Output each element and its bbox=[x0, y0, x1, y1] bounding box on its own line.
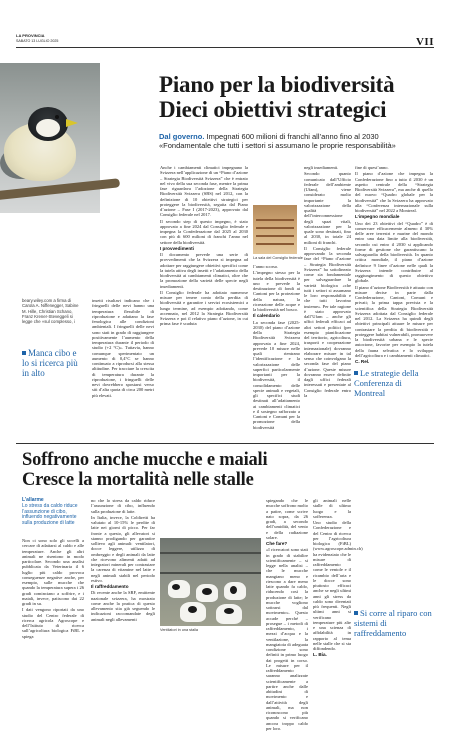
colD-byline: L. Bia. bbox=[313, 652, 327, 658]
col1-para-b: Il secondo step di questo impegno, è stato approvato a fine 2024 dal Consiglio federale e impegna la Confederazione dal 2025 al 2030 con più di 600 milioni di franchi l’anno nel settore della biodiversità. bbox=[160, 218, 248, 245]
alarm-text: Lo stress da caldo riduce l’assunzione di cibo, influendo negativamente sulla produzione di latte bbox=[22, 502, 78, 527]
blue-square-icon bbox=[22, 351, 26, 355]
bench-row-shape bbox=[256, 235, 294, 237]
bird-photo-credit: beary.wiley.com a firma di Carola A. Niffenegger, Sabine M. Hille, Christian Schano, Franz Krener-Steveggeli si legge che «sul complesso, i bbox=[22, 298, 79, 325]
snowfinch-photo bbox=[0, 63, 100, 213]
cow-spot-shape bbox=[202, 588, 212, 595]
headline2-line-1: Soffrono anche mucche e maiali bbox=[22, 450, 268, 470]
col1-para-d: Il Consiglio federale ha adottato numerose misure per tenere conto della perdita di biodiversità e garantire i servizi ecosistemici a lungo termine, ad esempio adottando, come accennato, nel 2012 la Strategia Biodiversità Svizzera e poi il relativo piano d’azione, in cui prima fase è scaduta bbox=[160, 289, 248, 327]
parliament-photo-caption: La sala del Consiglio federale bbox=[253, 256, 303, 260]
col4-byline: C. Rel. bbox=[355, 359, 370, 364]
bench-row-shape bbox=[256, 227, 294, 229]
col4-para-d: Il piano d’azione Biodiversità è attuato con misure decise in parte dalla Confederazione, Cantoni, Comuni e privati; la prima tappa prevista e la scientifica della Strategia Biodiversità Svizzera adottata dal Consiglio federale nel 2012. La Svizzera ha quindi degli obiettivi principali attuare le misure per contrastare la perdita di biodiversità e proteggere habitat vulnerabili, promuovere la biodiversità urbana e le specie autoctone, favorire per esempio la tutela della fauna selvatica e lo sviluppo dell’agricoltura e i cambiamenti climatici. bbox=[355, 284, 433, 358]
section-rule bbox=[16, 443, 434, 444]
col3-para-a: negli insediamenti. bbox=[304, 165, 339, 170]
page-number: VII bbox=[415, 36, 434, 48]
col4-para-b: Il piano d’azione che impegna la Confederazione fino a tutto il 2030 è un aspetto centrale della “Strategia Biodiversità Svizzera”, ma anche di quello del nuovo “Quadro globale per la biodiversità” che la Svizzera ha approvato alla “Conferenza internazionale sulla biodiversità” nel 2022 a Montreal. bbox=[355, 171, 433, 213]
col2-para-b: L’impegno stesso per la tutela della biodiversità è uno e prevede la destinazione di fondi ai Cantoni per la protezione della natura, la ricreazione delle acque e la biodiversità nel bosco. bbox=[253, 270, 300, 312]
cow-spot-shape bbox=[230, 586, 237, 594]
article2-column-c bbox=[266, 498, 308, 731]
subhead-provvedimenti: I provvedimenti bbox=[160, 245, 194, 251]
cows-barn-photo bbox=[160, 538, 261, 626]
alarm-box bbox=[22, 498, 84, 527]
headline-line-1: Piano per la biodiversità bbox=[159, 72, 395, 97]
article2-column-b bbox=[91, 498, 155, 650]
cow-spot-shape bbox=[224, 608, 234, 614]
bench-row-shape bbox=[256, 219, 294, 221]
cows-photo-caption: Ventilatori in una stalla bbox=[160, 628, 198, 632]
cow-shape bbox=[216, 604, 242, 624]
parliament-hall-photo bbox=[253, 205, 297, 254]
colA-para-2: I dati vengono riportati da uno studio del Centro federale di ricerca agricola Agroscope e dell’Istituto di ricerca sull’agricoltura biologica FiBL e spiega bbox=[22, 607, 84, 639]
article1-column-3 bbox=[304, 165, 351, 438]
barn-rail-shape bbox=[160, 572, 261, 574]
cow-spot-shape bbox=[172, 584, 180, 590]
date-line: SABATO 13 LUGLIO 2025 bbox=[16, 38, 59, 43]
barn-rail-shape bbox=[160, 552, 261, 554]
article1-column-1 bbox=[160, 165, 248, 438]
colB-para-1: no che lo stress da caldo riduce l’assunzione di cibo, influendo sulla produzione di latte. bbox=[91, 498, 155, 514]
deck-kicker: Dal governo. bbox=[159, 132, 205, 141]
cow-shape bbox=[168, 580, 190, 598]
bird-beak-shape bbox=[66, 119, 78, 127]
bird-column-text: insetti risultavi indicano che i fringuelli delle nevi hanno una temperatura flessibile di riproduzione e adattano la fase fenologica alle condizioni ambientali. I fringuelli delle nevi sono stati in grado di raggiungere positivamente l’aumento della temperatura durante il periodo di studio (+2 °C)». Tuttavia, hanno comunque sperimentato un aumento di 0,4°C se hanno continuato a riprodursi alla stessa altitudine. Per tracciare la crescita di temperatura durante la riproduzione, i fringuelli delle nevi dovrebbero spostarsi verso siti d’alta quota di circa 200 metri più elevati. bbox=[92, 298, 154, 398]
deck-line-2: «Fondamentale che tutti i settori si assumano le proprie responsabilità» bbox=[159, 141, 396, 150]
pullquote-right-2-text: Si corre al riparo con sistemi di raffreddamento bbox=[354, 608, 432, 638]
cow-spot-shape bbox=[188, 606, 197, 613]
article1-headline bbox=[159, 72, 394, 122]
top-rule bbox=[16, 47, 434, 48]
col3-para-b: Secondo quanto comunicato dall’Ufficio federale dell’ambiente (Ufam), viene considerato molto importante la valorizzazione della qualità dell’interconnessione degli spazi vitali, valorizzazione per la quale sono destinati, fino al 2030, in totale 24 milioni di franchi. bbox=[304, 171, 351, 245]
colC-para-1: spiegando che le mucche soffrono molto a patire, come scrive nato sopra, da 26 gradi, a secondo dell’umidità, del vento e della radiazione solare. bbox=[266, 498, 308, 540]
masthead bbox=[16, 34, 58, 43]
article2-headline bbox=[22, 450, 267, 490]
bird-eye-shape bbox=[55, 115, 59, 119]
branch-shape bbox=[0, 178, 120, 201]
col2-para-a: l’anno scorso. bbox=[253, 264, 279, 269]
subhead-raffreddamento: Il raffreddamento bbox=[91, 584, 129, 589]
col4-para-a: fine di quest’anno. bbox=[355, 165, 389, 170]
subhead-calendario: Il calendario bbox=[253, 313, 280, 319]
colB-para-2: In Italia, invece, la Coldiretti ha valutato al 10-15% le perdite di latte nei giorni di picco. Per far fronte a questo, gli allevatori si stanno prodigando per garantire sollievo agli animali: ventilatori, docce leggere, utilizzo di ombreggio e degli animali da latte che ricevono alimenti adatti ad integratori minerali per contrastare la carenza di vitamine nel latte e negli animali stabili nel periodo estivo. bbox=[91, 514, 155, 583]
paper-name: LA PROVINCIA bbox=[16, 33, 45, 38]
colD-para-1: gli animali nelle stalle di ultimo luogo e la sofferenza. bbox=[313, 498, 351, 519]
pullquote-right-2 bbox=[354, 608, 434, 638]
article2-column-a bbox=[22, 538, 84, 650]
deck-rest: Impegnati 600 milioni di franchi all’anno fino al 2030 bbox=[204, 132, 379, 141]
article1-deck bbox=[159, 132, 435, 150]
subhead-impegno: L’impegno mondiale bbox=[355, 214, 400, 220]
bird-cheek-shape bbox=[36, 119, 60, 137]
pullquote-left-text: Manca cibo e lo si ricerca più in alto bbox=[22, 348, 78, 378]
article2-column-d bbox=[313, 498, 363, 658]
article1-column-4 bbox=[355, 165, 433, 363]
pullquote-right-text: Le strategie della Conferenza di Montreal bbox=[354, 368, 419, 398]
col3-para-c: Il Consiglio federale approvando la seconda fase del “Piano d’azione – Strategia Biodiversità Svizzera” ha sottolineato come sia fondamentale per salvaguardare la varietà biologica «che tutti i settori si assumano le loro responsabilità e che tutti lavorino insieme». Per tale ragione è stato approvato dall’Ufam – anche gli uffici federali efficaci ad altri settori politici (per esempio pianificazione del territorio, agricoltura, trasporti e cooperazione internazionale) dovranno elaborare misure in tal senso che coinvolgano la seconda fase del piano d’azione. Queste misure dovranno essere definite dagli uffici federali interessati e presentate al Consiglio federale entro la bbox=[304, 245, 351, 398]
colB-para-3: Di recente anche la SRF, emittente nazionale svizzera, ha mostrato come anche la pratica di questo allevamento stia già seguendo le indicazioni raccomandate degli animali negli allevamenti bbox=[91, 590, 155, 622]
colA-para-1: Non ci sono solo gli uccelli a cercare di adattarsi al caldo e alle temperature. Anche gli altri animali ne risentono in modo particolare. Secondo una analisi pubblicata da Veterinaria il 6 luglio più caldo provoca conseguenze negative anche, per esempio, sulle mucche che quando la temperatura supera i 26 gradi cominciano a soffrire, e i maiali, invece, patiscono dai 22 gradi in su. bbox=[22, 538, 84, 606]
colC-para-2: «I ricercatori sono stati in grado di stabilire scientificamente – si legge nella analisi – che le mucche mangiano meno e riescono a dare meno latte quando fa caldo, riducendo così la produzione di latte; le mucche vogliono sottrarsi dal movimento». Questo accade perché – prosegue – i metodi di raffreddamento, i mezzi d’acqua e la ventilazione, la mangiatoia di adeguata condizione sono definiti in primo luogo dai progetti in corso. Le misure per il raffreddamento saranno analizzate scientificamente a partire anche dalle abitudini di movimento e dall’attività degli animali, ma non riconoscono più quando si verificano ancora troppo caldo per loro. bbox=[266, 547, 308, 731]
col1-para-a: Anche i cambiamenti climatici impegnano la Svizzera nell’applicazione di un “Piano d’azione – Strategia Biodiversità Svizzera” che è entrato nel vivo della sua seconda fase, mentre la prima fase riguardava l’adozione della Strategia Biodiversità Svizzera (SBS) nel 2012, con la definizione di 10 obiettivi strategici per proteggere la biodiversità, seguita dal Piano d’azione – Fase I (2017-2023), approvato dal Consiglio federale nel 2017. bbox=[160, 165, 248, 218]
subhead-che-fare: Che fare? bbox=[266, 541, 288, 546]
col4-para-c: Uno dei 23 obiettivi del “Quadro” è di conservare efficacemente almeno il 30% delle aree terrestri e marine del mondo entro una data limite alla biodiversità, secondo cui entro il 2030 si applicando forme di gestione che garantiscano la salvaguardia della biodiversità. In quanto critica mondiale, il piano d’azione definisce 9 linee d’azione nelle quali la Svizzera intende contribuire al raggiungimento di questo obiettivo globale. bbox=[355, 220, 433, 284]
pullquote-left bbox=[22, 348, 82, 378]
col1-para-c: Il documento prevede una serie di provvedimenti che la Svizzera si impegna ad adottare per raggiungere obiettivi specifici come la tutela attiva degli insetti e l’adattamento della biodiversità ai cambiamenti climatici, oltre che la promozione della varietà delle specie negli insediamenti. bbox=[160, 252, 248, 289]
colD-para-2: Uno studio della Confederazione e del Centro di ricerca per l’agricoltura biologica (FiBL) (www.agroscope.admin.ch) ha evidenziato che le misure di raffreddamento come le ventole e il ricambio dell’aria e le docce sono piuttosto efficaci anche se negli ultimi anni gli stress da caldo sono diventati più frequenti. Negli ultimi anni si verificano temperature più alte e una scienza di affidabilità in rapporto al tema nelle stalle che si sta diffondendo. bbox=[313, 520, 363, 651]
bench-row-shape bbox=[256, 243, 294, 245]
headline-line-2: Dieci obiettivi strategici bbox=[159, 97, 387, 122]
blue-square-icon bbox=[354, 371, 358, 375]
blue-square-icon bbox=[354, 611, 358, 615]
article1-bird-column bbox=[92, 298, 154, 438]
headline2-line-2: Cresce la mortalità nelle stalle bbox=[22, 470, 254, 490]
col2-para-c: La seconda fase (2025-2030) del piano d’azione della Strategia Biodiversità Svizzera approvata a fine 2024, prevede 10 misure nelle quali rientrano l’identificazione e la valorizzazione delle superfici particolarmente importanti per la biodiversità, il consolidamento delle specie animali e vegetali, gli specifici studi destinati all’adattamento ai cambiamenti climatici e il sostegno rafforzato a Cantoni e Comuni per la promozione della biodiversità bbox=[253, 319, 300, 430]
pullquote-right bbox=[354, 368, 432, 398]
article1-column-2 bbox=[253, 264, 300, 438]
alarm-label: L’allarme bbox=[22, 497, 44, 503]
